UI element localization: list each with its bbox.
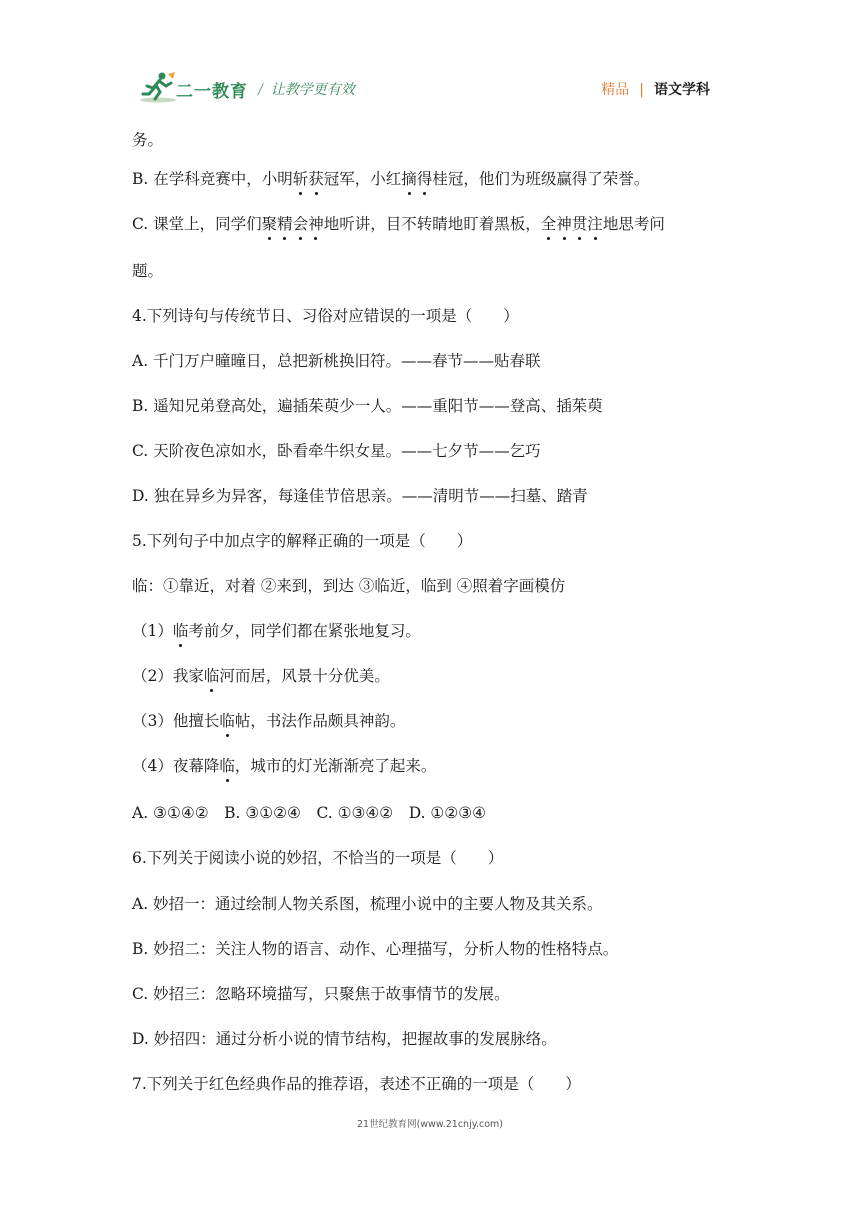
option-c-line bbox=[132, 213, 665, 235]
text-line: 务。 bbox=[132, 131, 164, 149]
text-span: （3）他擅长 bbox=[132, 712, 220, 730]
text-span: B. 在学科竞赛中，小明 bbox=[132, 170, 293, 188]
subject-tag: 语文学科 bbox=[654, 82, 710, 98]
text-span: （4）夜幕降 bbox=[132, 757, 220, 775]
dotted-word: 斩获 bbox=[292, 170, 324, 188]
dotted-word: 聚精会神 bbox=[261, 215, 324, 233]
question-7: 7.下列关于红色经典作品的推荐语，表述不正确的一项是（ ） bbox=[132, 1075, 581, 1093]
dotted-char: 临 bbox=[219, 757, 235, 775]
text-span: ，城市的灯光渐渐亮了起来。 bbox=[234, 757, 437, 775]
text-span: C. 课堂上，同学们 bbox=[132, 215, 262, 233]
slogan-text: 让教学更有效 bbox=[270, 82, 355, 98]
slogan-separator: / bbox=[258, 82, 263, 98]
question-4-option-c: C. 天阶夜色凉如水，卧看牵牛织女星。——七夕节——乞巧 bbox=[132, 442, 541, 460]
question-5-options: A. ③①④② B. ③①②④ C. ①③④② D. ①②③④ bbox=[132, 804, 487, 822]
tag-separator: | bbox=[639, 82, 644, 98]
slogan bbox=[258, 79, 355, 99]
brand-name: 二一教育 bbox=[176, 82, 248, 101]
text-span: 地思考问 bbox=[602, 215, 665, 233]
dotted-char: 临 bbox=[203, 667, 220, 685]
text-span: 河而居，风景十分优美。 bbox=[219, 667, 390, 685]
dotted-word: 全神贯注 bbox=[540, 215, 603, 233]
option-b-line bbox=[132, 168, 649, 190]
premium-tag: 精品 bbox=[601, 82, 630, 98]
question-6-option-a: A. 妙招一：通过绘制人物关系图，梳理小说中的主要人物及其关系。 bbox=[132, 895, 603, 913]
dotted-char: 临 bbox=[172, 622, 189, 640]
question-4-option-a: A. 千门万户曈曈日，总把新桃换旧符。——春节——贴春联 bbox=[132, 352, 541, 370]
question-4: 4.下列诗句与传统节日、习俗对应错误的一项是（ ） bbox=[132, 307, 519, 325]
question-5-definition: 临：①靠近，对着 ②来到，到达 ③临近，临到 ④照着字画模仿 bbox=[132, 577, 566, 595]
question-6-option-d: D. 妙招四：通过分析小说的情节结构，把握故事的发展脉络。 bbox=[132, 1030, 557, 1048]
question-4-option-b: B. 遥知兄弟登高处，遍插茱萸少一人。——重阳节——登高、插茱萸 bbox=[132, 397, 603, 415]
text-span: 考前夕，同学们都在紧张地复习。 bbox=[188, 622, 421, 640]
question-5-sentence-2 bbox=[132, 665, 390, 687]
text-span: 冠军，小红 bbox=[323, 170, 402, 188]
text-span: 地听讲，目不转睛地盯着黑板， bbox=[323, 215, 541, 233]
question-4-option-d: D. 独在异乡为异客，每逢佳节倍思亲。——清明节——扫墓、踏青 bbox=[132, 487, 588, 505]
dotted-char: 临 bbox=[219, 712, 235, 730]
text-span: 帖，书法作品颇具神韵。 bbox=[234, 712, 406, 730]
question-6-option-b: B. 妙招二：关注人物的语言、动作、心理描写，分析人物的性格特点。 bbox=[132, 940, 619, 958]
dotted-word: 摘得 bbox=[401, 170, 433, 188]
question-6-option-c: C. 妙招三：忽略环境描写，只聚焦于故事情节的发展。 bbox=[132, 985, 510, 1003]
text-span: （1） bbox=[132, 622, 173, 640]
page-header bbox=[0, 0, 860, 110]
text-span: （2）我家 bbox=[132, 667, 204, 685]
question-6: 6.下列关于阅读小说的妙招，不恰当的一项是（ ） bbox=[132, 849, 504, 867]
question-5: 5.下列句子中加点字的解释正确的一项是（ ） bbox=[132, 532, 473, 550]
page-footer: 21世纪教育网(www.21cnjy.com) bbox=[356, 1119, 503, 1130]
question-5-sentence-4 bbox=[132, 755, 436, 777]
text-line: 题。 bbox=[132, 262, 164, 280]
header-tags bbox=[601, 79, 710, 99]
text-span: 桂冠，他们为班级赢得了荣誉。 bbox=[432, 170, 650, 188]
question-5-sentence-3 bbox=[132, 710, 405, 732]
question-5-sentence-1 bbox=[132, 620, 421, 642]
